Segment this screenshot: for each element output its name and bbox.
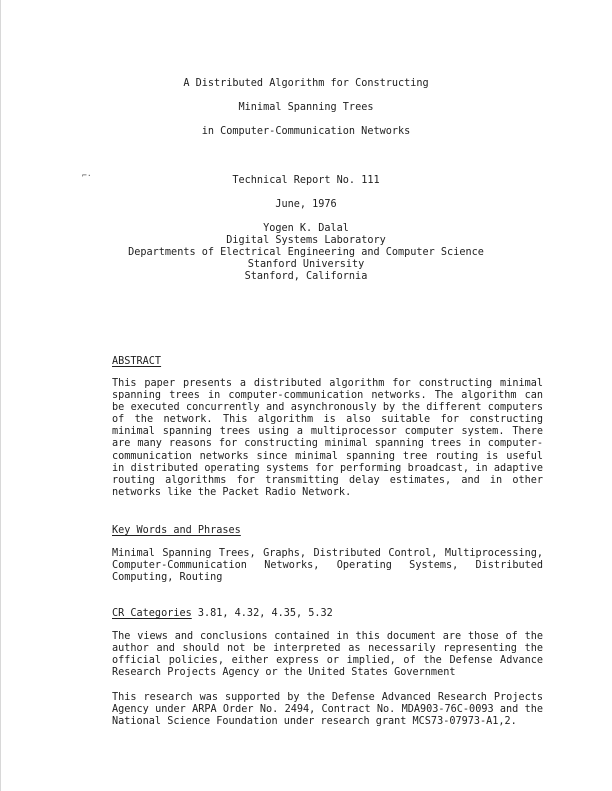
page-edge <box>0 0 1 791</box>
report-date: June, 1976 <box>275 199 337 210</box>
cr-categories-values: 3.81, 4.32, 4.35, 5.32 <box>191 608 333 619</box>
keywords-heading: Key Words and Phrases <box>112 525 241 536</box>
abstract-heading: ABSTRACT <box>112 356 162 367</box>
stray-mark: ⌐· <box>82 171 92 180</box>
cr-categories <box>112 608 333 620</box>
author-name: Yogen K. Dalal <box>263 223 349 234</box>
disclaimer-text: The views and conclusions contained in this document are those of the author and should not be interpreted as necessarily representing the official policies, either express or implied, of the Defense Advance Research Projects Agency or the United States Government <box>112 631 543 679</box>
author-location: Stanford, California <box>244 271 368 282</box>
author-lab: Digital Systems Laboratory <box>226 235 386 246</box>
cr-categories-label: CR Categories <box>112 608 192 619</box>
title-line-3: in Computer-Communication Networks <box>201 126 411 137</box>
report-number: Technical Report No. 111 <box>232 175 380 186</box>
title-line-1: A Distributed Algorithm for Constructing <box>183 78 429 89</box>
support-text: This research was supported by the Defense Advanced Research Projects Agency under ARPA Order No. 2494, Contract No. MDA903-76C-0093 and the National Science Foundation under research grant MCS73-07973-A1,2. <box>112 692 543 728</box>
abstract-text: This paper presents a distributed algorithm for constructing minimal spanning trees in computer-communication networks. The algorithm can be executed concurrently and asynchronously by the different computers of the network. This algorithm is also suitable for constructing minimal spanning trees using a multiprocessor computer system. There are many reasons for constructing minimal spanning trees in computer-communication networks since minimal spanning tree routing is useful in distributed operating systems for performing broadcast, in adaptive routing algorithms for transmitting delay estimates, and in other networks like the Packet Radio Network. <box>112 378 543 498</box>
author-university: Stanford University <box>247 259 365 270</box>
keywords-text: Minimal Spanning Trees, Graphs, Distributed Control, Multiprocessing, Computer-Communication Networks, Operating Systems, Distributed Computing, Routing <box>112 548 543 584</box>
title-line-2: Minimal Spanning Trees <box>238 102 374 113</box>
author-departments: Departments of Electrical Engineering and Computer Science <box>128 247 484 258</box>
